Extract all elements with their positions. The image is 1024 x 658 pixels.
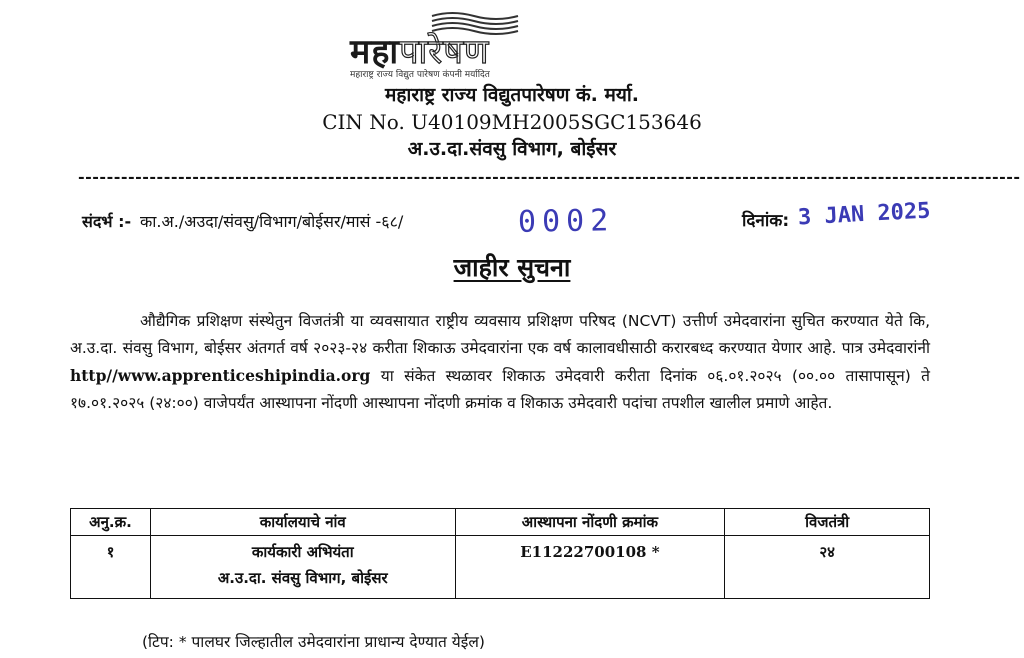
logo-tagline: महाराष्ट्र राज्य विद्युत पारेषण कंपनी मर्यादित — [350, 70, 490, 80]
notice-title-text: जाहीर सुचना — [453, 253, 571, 282]
logo-brand — [350, 34, 489, 70]
organization-name: महाराष्ट्र राज्य विद्युतपारेषण कं. मर्या. — [384, 84, 640, 106]
tip-note: (टिप: * पालघर जिल्हातील उमेदवारांना प्राधान्य देण्यात येईल) — [142, 633, 485, 651]
date-stamp: 3 JAN 2025 — [797, 198, 932, 231]
division-name: अ.उ.दा.संवसु विभाग, बोईसर — [407, 138, 617, 160]
reference-number-stamp: 0002 — [517, 203, 615, 240]
header-sr-no: अनु.क्र. — [71, 509, 151, 536]
reference-text: का.अ./अउदा/संवसु/विभाग/बोईसर/मासं -६८/ — [140, 212, 404, 231]
date-label: दिनांक: — [742, 211, 790, 231]
notice-body — [70, 308, 930, 417]
table-row — [71, 536, 930, 599]
header-office-name: कार्यालयाचे नांव — [150, 509, 455, 536]
transmission-waves-icon — [430, 10, 520, 34]
separator-line: ------------------------------------------------------------------------------------------------------------------------------------ — [78, 167, 1021, 186]
office-line1: कार्यकारी अभियंता — [251, 543, 354, 561]
cin-number: CIN No. U40109MH2005SGC153646 — [322, 110, 702, 134]
notice-para-part2: या संकेत स्थळावर शिकाऊ उमेदवारी करीता दिनांक ०६.०१.२०२५ (००.०० तासापासून) ते १७.०१.२०२५ (२४:००) वाजेपर्यंत आस्थापना नोंदणी आस्थापना नोंदणी क्रमांक व शिकाऊ उमेदवारी पदांचा तपशील खालील प्रमाणे आहेत. — [70, 367, 930, 412]
mahatransco-logo — [350, 10, 640, 80]
cell-registration-no: E11222700108 * — [455, 536, 725, 599]
reference-label: संदर्भ :- — [82, 212, 132, 231]
establishment-table — [70, 508, 930, 599]
notice-paragraph — [70, 308, 930, 417]
header-electrician: विजतंत्री — [725, 509, 930, 536]
table-header-row — [71, 509, 930, 536]
logo-brand-part1: महा — [350, 32, 400, 72]
portal-url: http//www.apprenticeshipindia.org — [70, 366, 371, 385]
cell-office-name — [150, 536, 455, 599]
notice-title — [0, 252, 1024, 284]
cell-electrician: २४ — [725, 536, 930, 599]
notice-para-part1: औद्यैगिक प्रशिक्षण संस्थेतुन विजतंत्री या व्यवसायात राष्ट्रीय व्यवसाय प्रशिक्षण परिषद (NCVT) उत्तीर्ण उमेदवारांना सुचित करण्यात येते कि, अ.उ.दा. संवसु विभाग, बोईसर अंतगर्त वर्ष २०२३-२४ करीता शिकाऊ उमेदवारांना एक वर्ष कालावधीसाठी करारबध्द करण्यात येणार आहे. पात्र उमेदवारांनी — [70, 312, 930, 357]
office-line2: अ.उ.दा. संवसु विभाग, बोईसर — [217, 569, 388, 587]
reference-row — [82, 198, 982, 242]
cell-sr-no: १ — [71, 536, 151, 599]
header-registration-no: आस्थापना नोंदणी क्रमांक — [455, 509, 725, 536]
logo-brand-part2: पारेषण — [399, 32, 490, 72]
